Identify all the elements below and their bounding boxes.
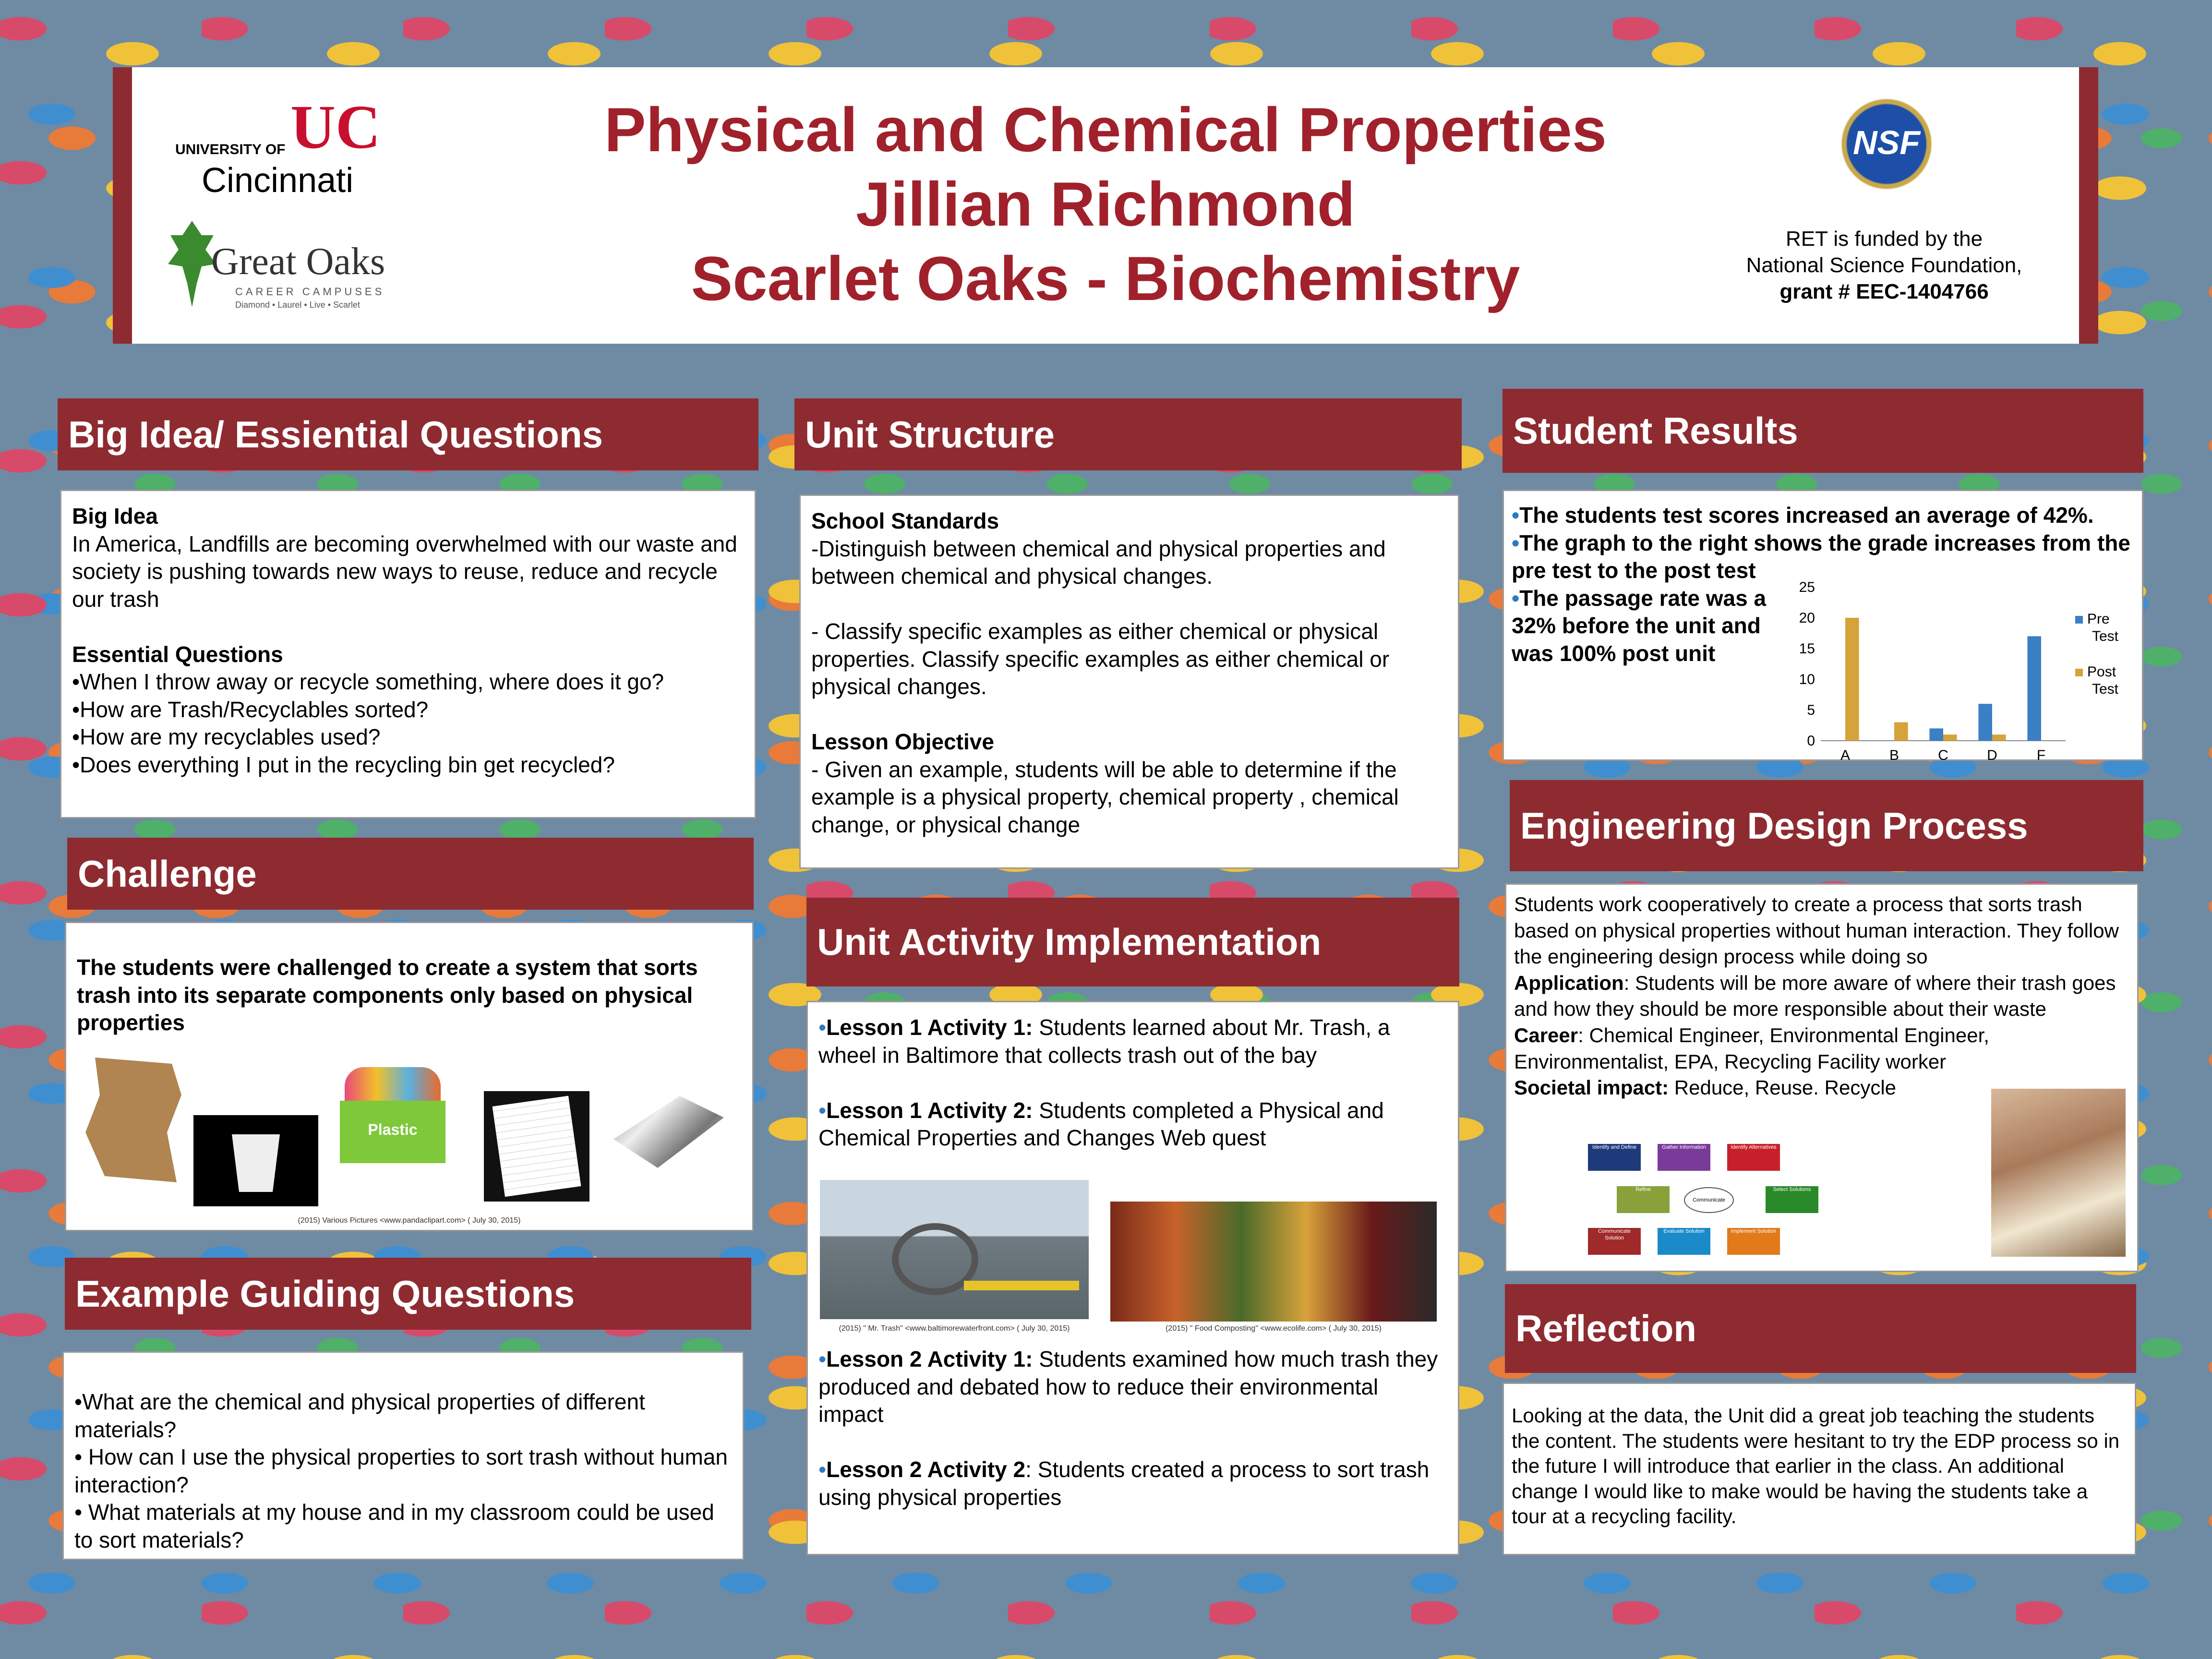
edp-step: Identify and Define — [1588, 1144, 1641, 1171]
edp-step: Communicate Solution — [1588, 1228, 1641, 1255]
mr-trash-caption: (2015) " Mr. Trash" <www.baltimorewaterfront.com> ( July 30, 2015) — [839, 1324, 1070, 1333]
essential-question: •Does everything I put in the recycling bin get recycled? — [72, 752, 615, 777]
paper-image — [484, 1091, 589, 1202]
y-tick-label: 15 — [1799, 641, 1815, 657]
poster-title: Physical and Chemical Properties — [604, 95, 1607, 165]
y-tick-label: 25 — [1799, 579, 1815, 595]
guiding-question: •What are the chemical and physical properties of different materials? — [74, 1389, 645, 1442]
engineering-heading: Engineering Design Process — [1510, 780, 2143, 871]
plastic-bin-image: Plastic — [340, 1067, 445, 1163]
essential-question: •When I throw away or recycle something, where does it go? — [72, 669, 664, 694]
big-idea-box: Big Idea In America, Landfills are becoming overwhelmed with our waste and society is pushing towards new ways to reuse, reduce and recycle our trash Essential Questions •When I throw away or recycle something, where does it go? •How are Trash/Recyclables sorted? •How are my recyclables used? •Does everything I put in the recycling bin get recycled? — [60, 490, 756, 818]
x-tick-label: A — [1840, 747, 1851, 763]
guiding-box — [62, 1351, 744, 1560]
unit-structure-heading: Unit Structure — [794, 398, 1462, 470]
result-text: The graph to the right shows the grade increases from the pre test to the post test — [1512, 530, 2130, 583]
school-subject: Scarlet Oaks - Biochemistry — [691, 243, 1520, 313]
essential-question: •How are Trash/Recyclables sorted? — [72, 697, 429, 722]
bar-pre-F — [2027, 636, 2041, 741]
foam-cup-image — [193, 1115, 318, 1206]
edp-step: Evaluate Solution — [1658, 1228, 1710, 1255]
engineering-intro: Students work cooperatively to create a process that sorts trash based on physical properties without human interaction. They follow the engineering design process while doing so — [1514, 893, 2119, 968]
y-tick-label: 10 — [1799, 672, 1815, 687]
edp-step: Refine — [1617, 1186, 1670, 1213]
objective-text: - Given an example, students will be able to determine if the example is a physical property, chemical property , chemical change, or physical change — [811, 757, 1399, 837]
uc-mark-icon: UC — [290, 93, 381, 162]
y-tick-label: 20 — [1799, 610, 1815, 626]
reflection-text: Looking at the data, the Unit did a great job teaching the students the content. The students were hesitant to try the EDP process so in the future I will introduce that earlier in the class. An additional change I would like to make would be having the students take a tour at a recycling facility. — [1512, 1404, 2120, 1527]
challenge-box — [65, 922, 754, 1231]
bar-pre-D — [1978, 704, 1992, 741]
essential-question: •How are my recyclables used? — [72, 724, 381, 749]
results-bar-chart — [1797, 577, 2133, 765]
food-composting-photo — [1110, 1202, 1437, 1322]
y-tick-label: 0 — [1807, 733, 1815, 749]
uc-logo: UNIVERSITY OF UC Cincinnati — [175, 93, 381, 200]
x-tick-label: F — [2036, 747, 2046, 763]
standard-text: -Distinguish between chemical and physical properties and between chemical and physical changes. — [811, 536, 1386, 589]
legend-swatch — [2075, 669, 2083, 676]
standard-text: - Classify specific examples as either chemical or physical properties. Classify specific examples as either chemical or physical changes. — [811, 619, 1390, 699]
activity-heading: Unit Activity Implementation — [806, 898, 1459, 986]
legend-label: Test — [2092, 628, 2119, 644]
legend-label: Test — [2092, 681, 2119, 697]
x-tick-label: D — [1987, 747, 1997, 763]
edp-diagram — [1588, 1144, 1818, 1254]
bar-post-A — [1845, 618, 1859, 741]
composting-caption: (2015) " Food Composting" <www.ecolife.com> ( July 30, 2015) — [1166, 1324, 1382, 1333]
bar-post-C — [1943, 734, 1957, 741]
big-idea-text: In America, Landfills are becoming overwhelmed with our waste and society is pushing towards new ways to reuse, reduce and recycle our trash — [72, 531, 737, 612]
guiding-question: • How can I use the physical properties to sort trash without human interaction? — [74, 1444, 728, 1497]
nsf-logo: NSF — [1836, 94, 1937, 194]
edp-step: Implement Solution — [1727, 1228, 1780, 1255]
edp-step: Gather Information — [1658, 1144, 1710, 1171]
results-box: •The students test scores increased an average of 42%. •The graph to the right shows the grade increases from the pre test to the post test •The passage rate was a 32% before the unit and was 100% post unit 0 5 10 15 20 25 A B C D F Pre Test Post Test — [1503, 490, 2143, 761]
edp-step: Select Solutions — [1766, 1186, 1818, 1213]
x-tick-label: C — [1938, 747, 1948, 763]
bar-post-D — [1992, 734, 2006, 741]
bar-post-B — [1894, 722, 1908, 741]
result-text: The students test scores increased an average of 42%. — [1519, 503, 2094, 528]
result-text: The passage rate was a 32% before the unit and was 100% post unit — [1512, 585, 1767, 666]
challenge-heading: Challenge — [67, 838, 754, 910]
x-tick-label: B — [1889, 747, 1899, 763]
aluminum-foil-image — [613, 1096, 724, 1168]
mr-trash-photo — [820, 1180, 1089, 1319]
cardboard-image — [85, 1058, 181, 1182]
guiding-heading: Example Guiding Questions — [65, 1258, 751, 1330]
challenge-image-caption: (2015) Various Pictures <www.pandaclipart.com> ( July 30, 2015) — [298, 1216, 521, 1225]
legend-label: Pre — [2087, 611, 2110, 627]
results-heading: Student Results — [1503, 389, 2143, 473]
oak-leaf-icon — [168, 221, 216, 307]
students-photo — [1991, 1089, 2126, 1257]
reflection-box — [1503, 1382, 2136, 1555]
legend-swatch — [2075, 616, 2083, 624]
engineering-box: Students work cooperatively to create a process that sorts trash based on physical properties without human interaction. They follow the engineering design process while doing so Application: Students will be more aware of where their trash goes and how they should be more responsible about their waste Career: Chemical Engineer, Environmental Engineer, Environmentalist, EPA, Recycling Facility worker Societal impact: Reduce, Reuse. Recycle Identify and Define Gather Information Identify Alternatives Select Solutions Implement Solution Evaluate Solution Communicate Solution Refine Communicate — [1505, 883, 2139, 1272]
edp-step: Identify Alternatives — [1727, 1144, 1780, 1171]
funding-note: RET is funded by the National Science Foundation, grant # EEC-1404766 — [1746, 227, 2022, 303]
bar-pre-C — [1929, 728, 1943, 741]
activity-box: •Lesson 1 Activity 1: Students learned about Mr. Trash, a wheel in Baltimore that collects trash out of the bay •Lesson 1 Activity 2: Students completed a Physical and Chemical Properties and Changes Web quest (2015) " Mr. Trash" <www.baltimorewaterfront.com> ( July 30, 2015) (2015) " Food Composting" <www.ecolife.com> ( July 30, 2015) •Lesson 2 Activity 1: Students examined how much trash they produced and debated how to reduce their environmental impact •Lesson 2 Activity 2: Students created a process to sort trash using physical properties — [806, 1001, 1459, 1555]
legend-label: Post — [2087, 664, 2116, 680]
reflection-heading: Reflection — [1505, 1284, 2136, 1373]
guiding-question: • What materials at my house and in my classroom could be used to sort materials? — [74, 1500, 714, 1552]
y-tick-label: 5 — [1807, 702, 1815, 718]
challenge-text: The students were challenged to create a system that sorts trash into its separate components only based on physical properties — [77, 955, 698, 1035]
edp-center: Communicate — [1684, 1187, 1734, 1213]
great-oaks-logo: Great Oaks CAREER CAMPUSES Diamond • Laurel • Live • Scarlet — [168, 221, 408, 317]
unit-structure-box: School Standards -Distinguish between chemical and physical properties and between chemical and physical changes. - Classify specific examples as either chemical or physical properties. Classify specific examples as either chemical or physical changes. Lesson Objective - Given an example, students will be able to determine if the example is a physical property, chemical property , chemical change, or physical change — [799, 494, 1459, 869]
poster-header — [113, 67, 2098, 344]
author-name: Jillian Richmond — [855, 169, 1356, 239]
big-idea-heading: Big Idea/ Essiential Questions — [58, 398, 758, 470]
